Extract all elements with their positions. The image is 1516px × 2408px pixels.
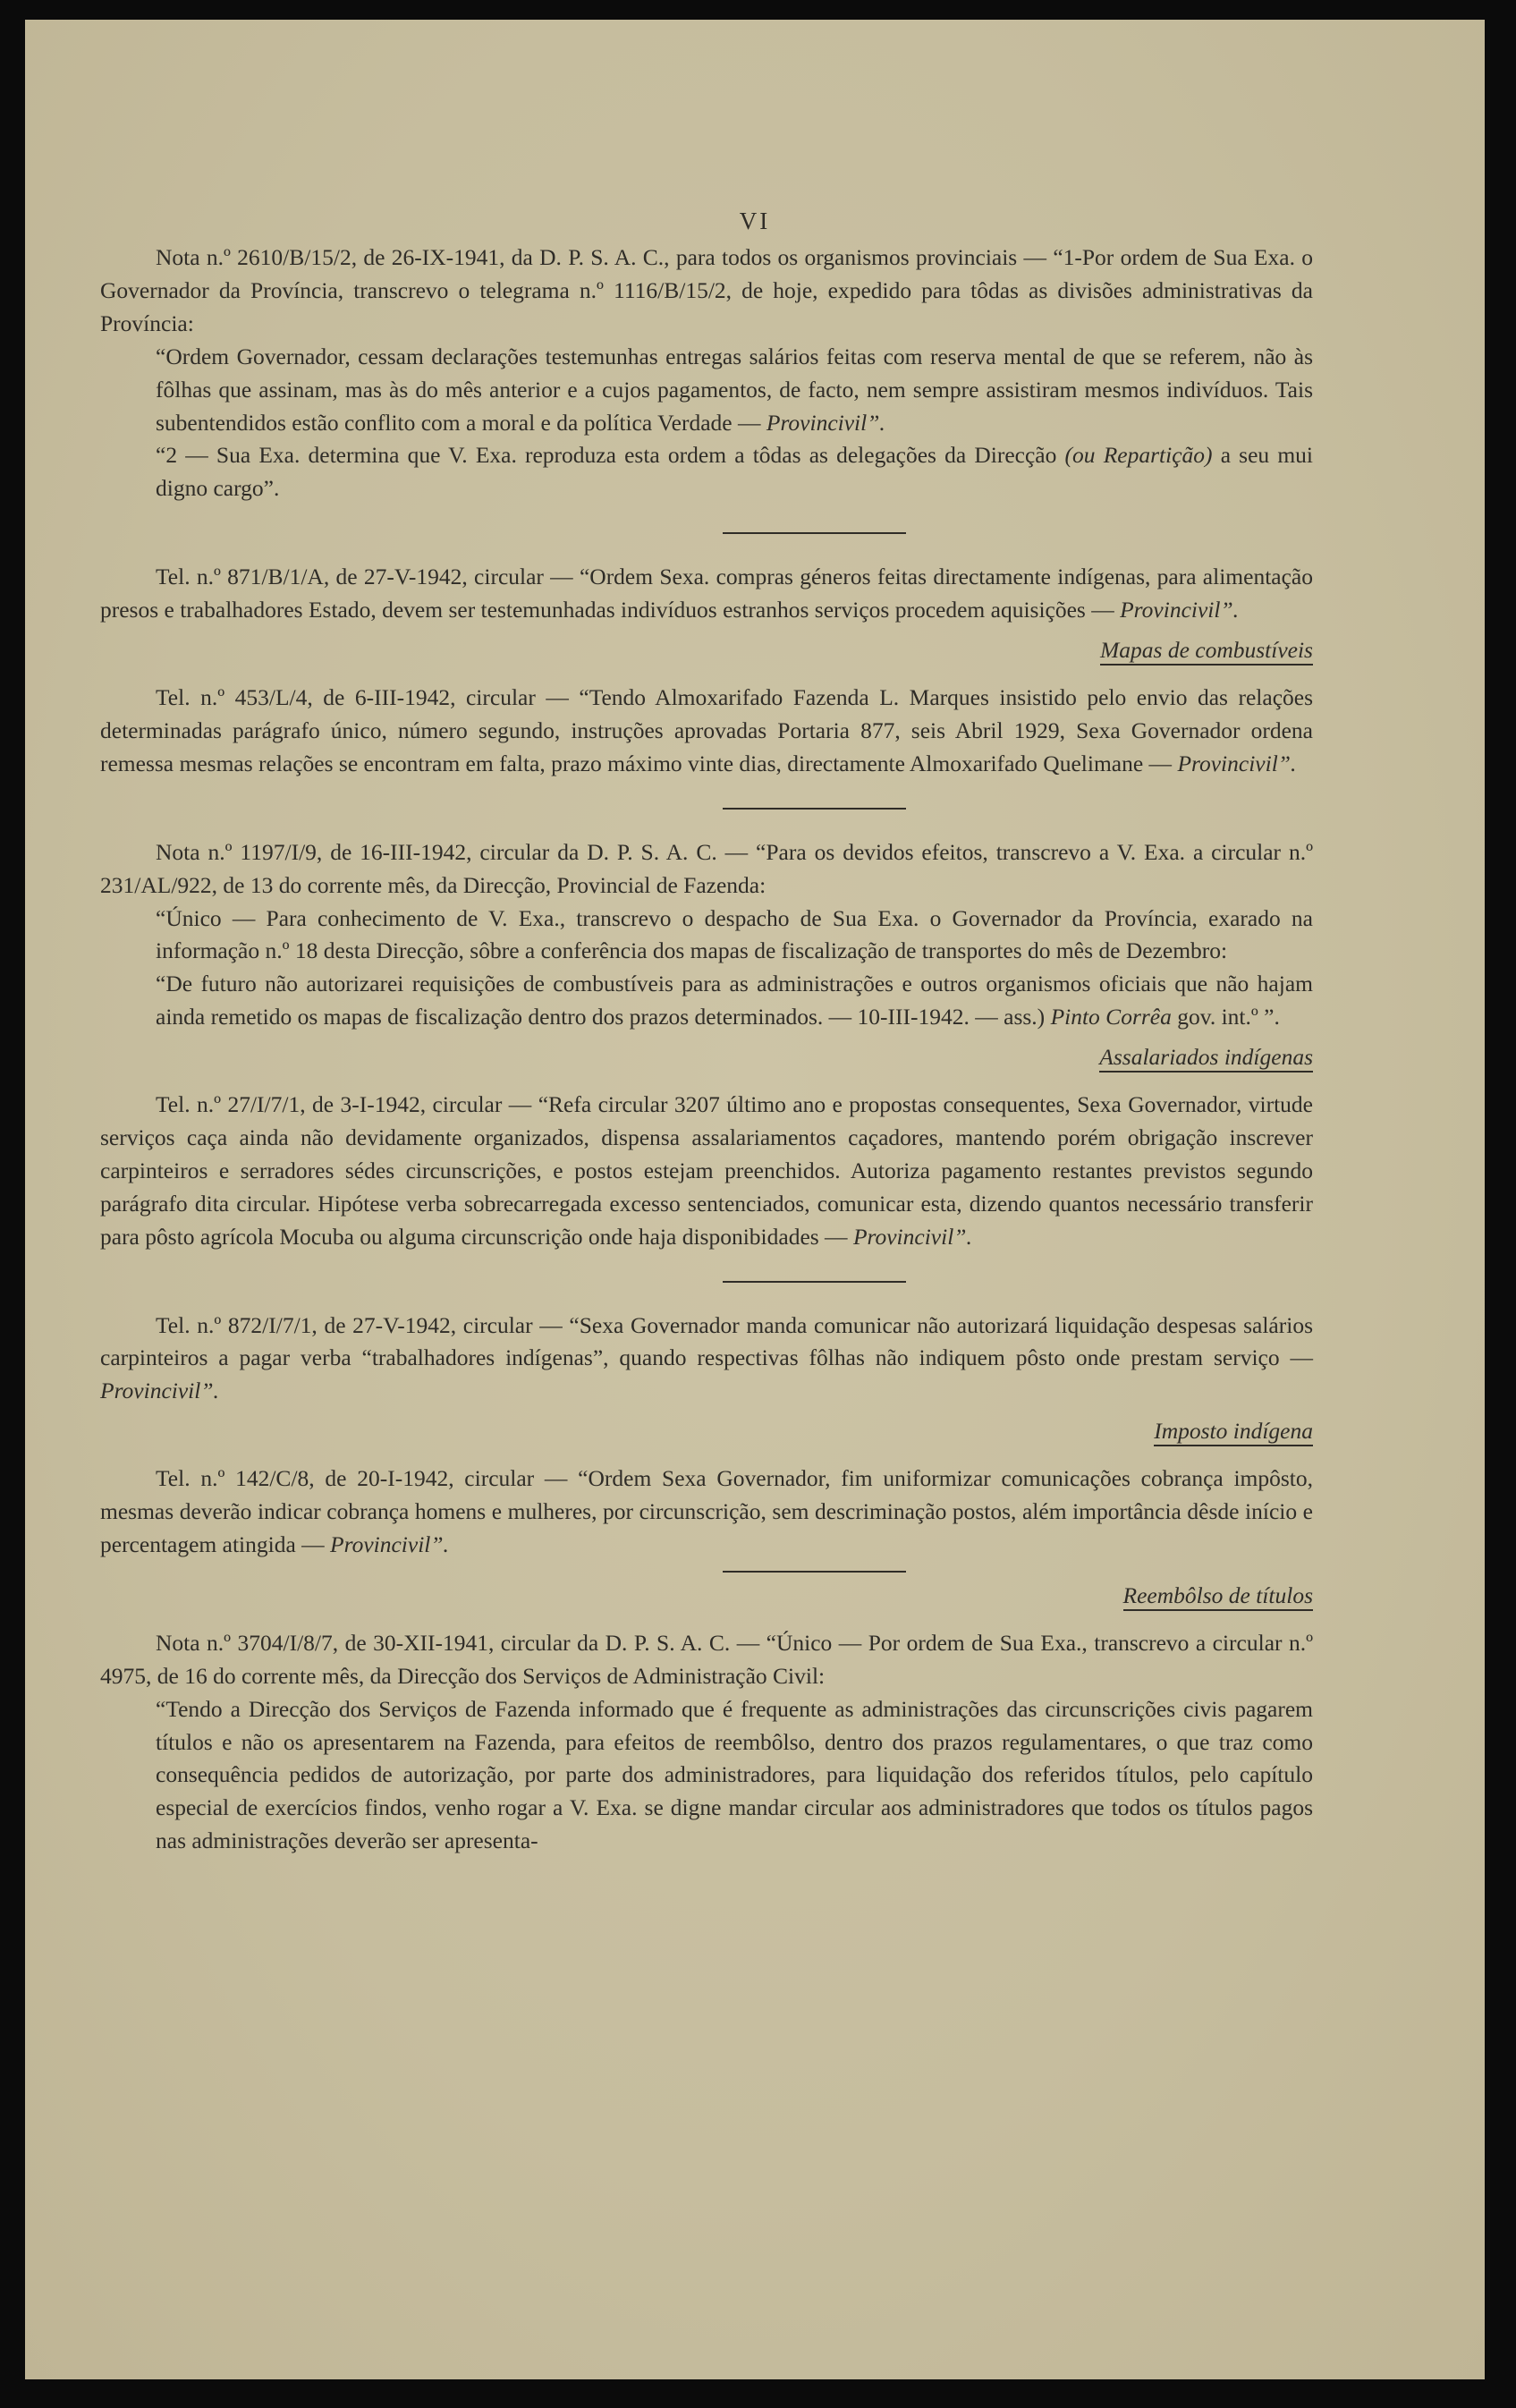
section-heading: Mapas de combustíveis	[100, 634, 1313, 667]
section-tel-871	[100, 561, 1313, 627]
section-divider	[723, 808, 906, 810]
paragraph: Tel. n.º 453/L/4, de 6-III-1942, circular — “Tendo Almoxarifado Fazenda L. Marques insistido pelo envio das relações determinadas parágrafo único, número segundo, instruções aprovadas Portaria 877, seis Abril 1929, Sexa Governador ordena remessa mesmas relações se encontram em falta, prazo máximo vinte dias, directamente Almoxarifado Quelimane — Provincivil”.	[100, 683, 1313, 776]
paragraph-quote: “De futuro não autorizarei requisições de combustíveis para as administrações e outros organismos oficiais que não hajam ainda remetido os mapas de fiscalização dentro dos prazos determinados. — 10-III-1942. — ass.) Pinto Corrêa gov. int.º ”.	[156, 971, 1313, 1030]
section-heading: Assalariados indígenas	[100, 1041, 1313, 1074]
signature-provincivil: Provincivil”.	[766, 409, 885, 436]
section-tel-453	[100, 682, 1313, 781]
paragraph: Nota n.º 3704/I/8/7, de 30-XII-1941, circular da D. P. S. A. C. — “Único — Por ordem de Sua Exa., transcrevo a circular n.º 4975, de 16 do corrente mês, da Direcção dos Serviços de Administração Civil:	[100, 1629, 1313, 1689]
section-heading: Imposto indígena	[100, 1415, 1313, 1448]
section-nota-1197	[100, 836, 1313, 1034]
paragraph: Tel. n.º 142/C/8, de 20-I-1942, circular — “Ordem Sexa Governador, fim uniformizar comunicações cobrança impôsto, mesmas deverão indicar cobrança homens e mulheres, por circunscrição, sem descriminação postos, além importância dêsde início e percentagem atingida — Provincivil”.	[100, 1465, 1313, 1557]
section-divider	[723, 1571, 906, 1573]
paragraph: Tel. n.º 27/I/7/1, de 3-I-1942, circular — “Refa circular 3207 último ano e propostas consequentes, Sexa Governador, virtude serviços caça ainda não devidamente organizados, dispensa assalariamentos caçadores, mantendo porém obrigação inscrever carpinteiros e serradores sédes circunscrições, e postos estejam preenchidos. Autoriza pagamento restantes previstos segundo parágrafo dita circular. Hipótese verba sobrecarregada excesso sentenciados, comunicar esta, dizendo quantos necessário transferir para pôsto agrícola Mocuba ou alguma circunscrição onde haja disponibidades — Provincivil”.	[100, 1091, 1313, 1250]
document-page	[25, 20, 1485, 2379]
section-divider	[723, 1281, 906, 1283]
section-tel-872	[100, 1310, 1313, 1409]
section-nota-2610	[100, 242, 1313, 505]
document-body	[100, 242, 1313, 1858]
section-nota-3704	[100, 1627, 1313, 1858]
paragraph: Nota n.º 1197/I/9, de 16-III-1942, circular da D. P. S. A. C. — “Para os devidos efeitos, transcrevo a V. Exa. a circular n.º 231/AL/922, de 13 do corrente mês, da Direcção, Provincial de Fazenda:	[100, 838, 1313, 898]
section-heading: Reembôlso de títulos	[100, 1580, 1313, 1613]
paragraph-quote: “Tendo a Direcção dos Serviços de Fazenda informado que é frequente as administrações das circunscrições civis pagarem títulos e não os apresentarem na Fazenda, para efeitos de reembôlso, dentro dos prazos regulamentares, o que traz como consequência pedidos de autorização, por parte dos administradores, para liquidação dos referidos títulos, pelo capítulo especial de exercícios findos, venho rogar a V. Exa. se digne mandar circular aos administradores que todos os títulos pagos nas administrações deverão ser apresenta-	[156, 1695, 1313, 1854]
section-tel-27	[100, 1089, 1313, 1254]
paragraph-quote: “Único — Para conhecimento de V. Exa., transcrevo o despacho de Sua Exa. o Governador da Província, exarado na informação n.º 18 desta Direcção, sôbre a conferência dos mapas de fiscalização de transportes do mês de Dezembro:	[156, 904, 1313, 964]
section-divider	[723, 532, 906, 534]
paragraph: Tel. n.º 872/I/7/1, de 27-V-1942, circular — “Sexa Governador manda comunicar não autorizará liquidação despesas salários carpinteiros a pagar verba “trabalhadores indígenas”, quando respectivas fôlhas não indiquem pôsto onde prestam serviço — Provincivil”.	[100, 1311, 1313, 1404]
paragraph: Nota n.º 2610/B/15/2, de 26-IX-1941, da D. P. S. A. C., para todos os organismos provinciais — “1-Por ordem de Sua Exa. o Governador da Província, transcrevo o telegrama n.º 1116/B/15/2, de hoje, expedido para tôdas as divisões administrativas da Província:	[100, 244, 1313, 336]
section-tel-142	[100, 1463, 1313, 1562]
paragraph: Tel. n.º 871/B/1/A, de 27-V-1942, circular — “Ordem Sexa. compras géneros feitas directamente indígenas, para alimentação presos e trabalhadores Estado, devem ser testemunhadas indivíduos estranhos serviços procedem aquisições — Provincivil”.	[100, 564, 1313, 623]
page-number: VI	[739, 208, 771, 234]
paragraph-quote: “2 — Sua Exa. determina que V. Exa. reproduza esta ordem a tôdas as delegações da Direcção (ou Repartição) a seu mui digno cargo”.	[156, 442, 1314, 502]
paragraph-quote: “Ordem Governador, cessam declarações testemunhas entregas salários feitas com reserva mental de que se referem, não às fôlhas que assinam, mas às do mês anterior e a cujos pagamentos, de facto, nem sempre assistiram mesmos indivíduos. Tais subentendidos estão conflito com a moral e da política Verdade — Provincivil”.	[156, 343, 1313, 436]
